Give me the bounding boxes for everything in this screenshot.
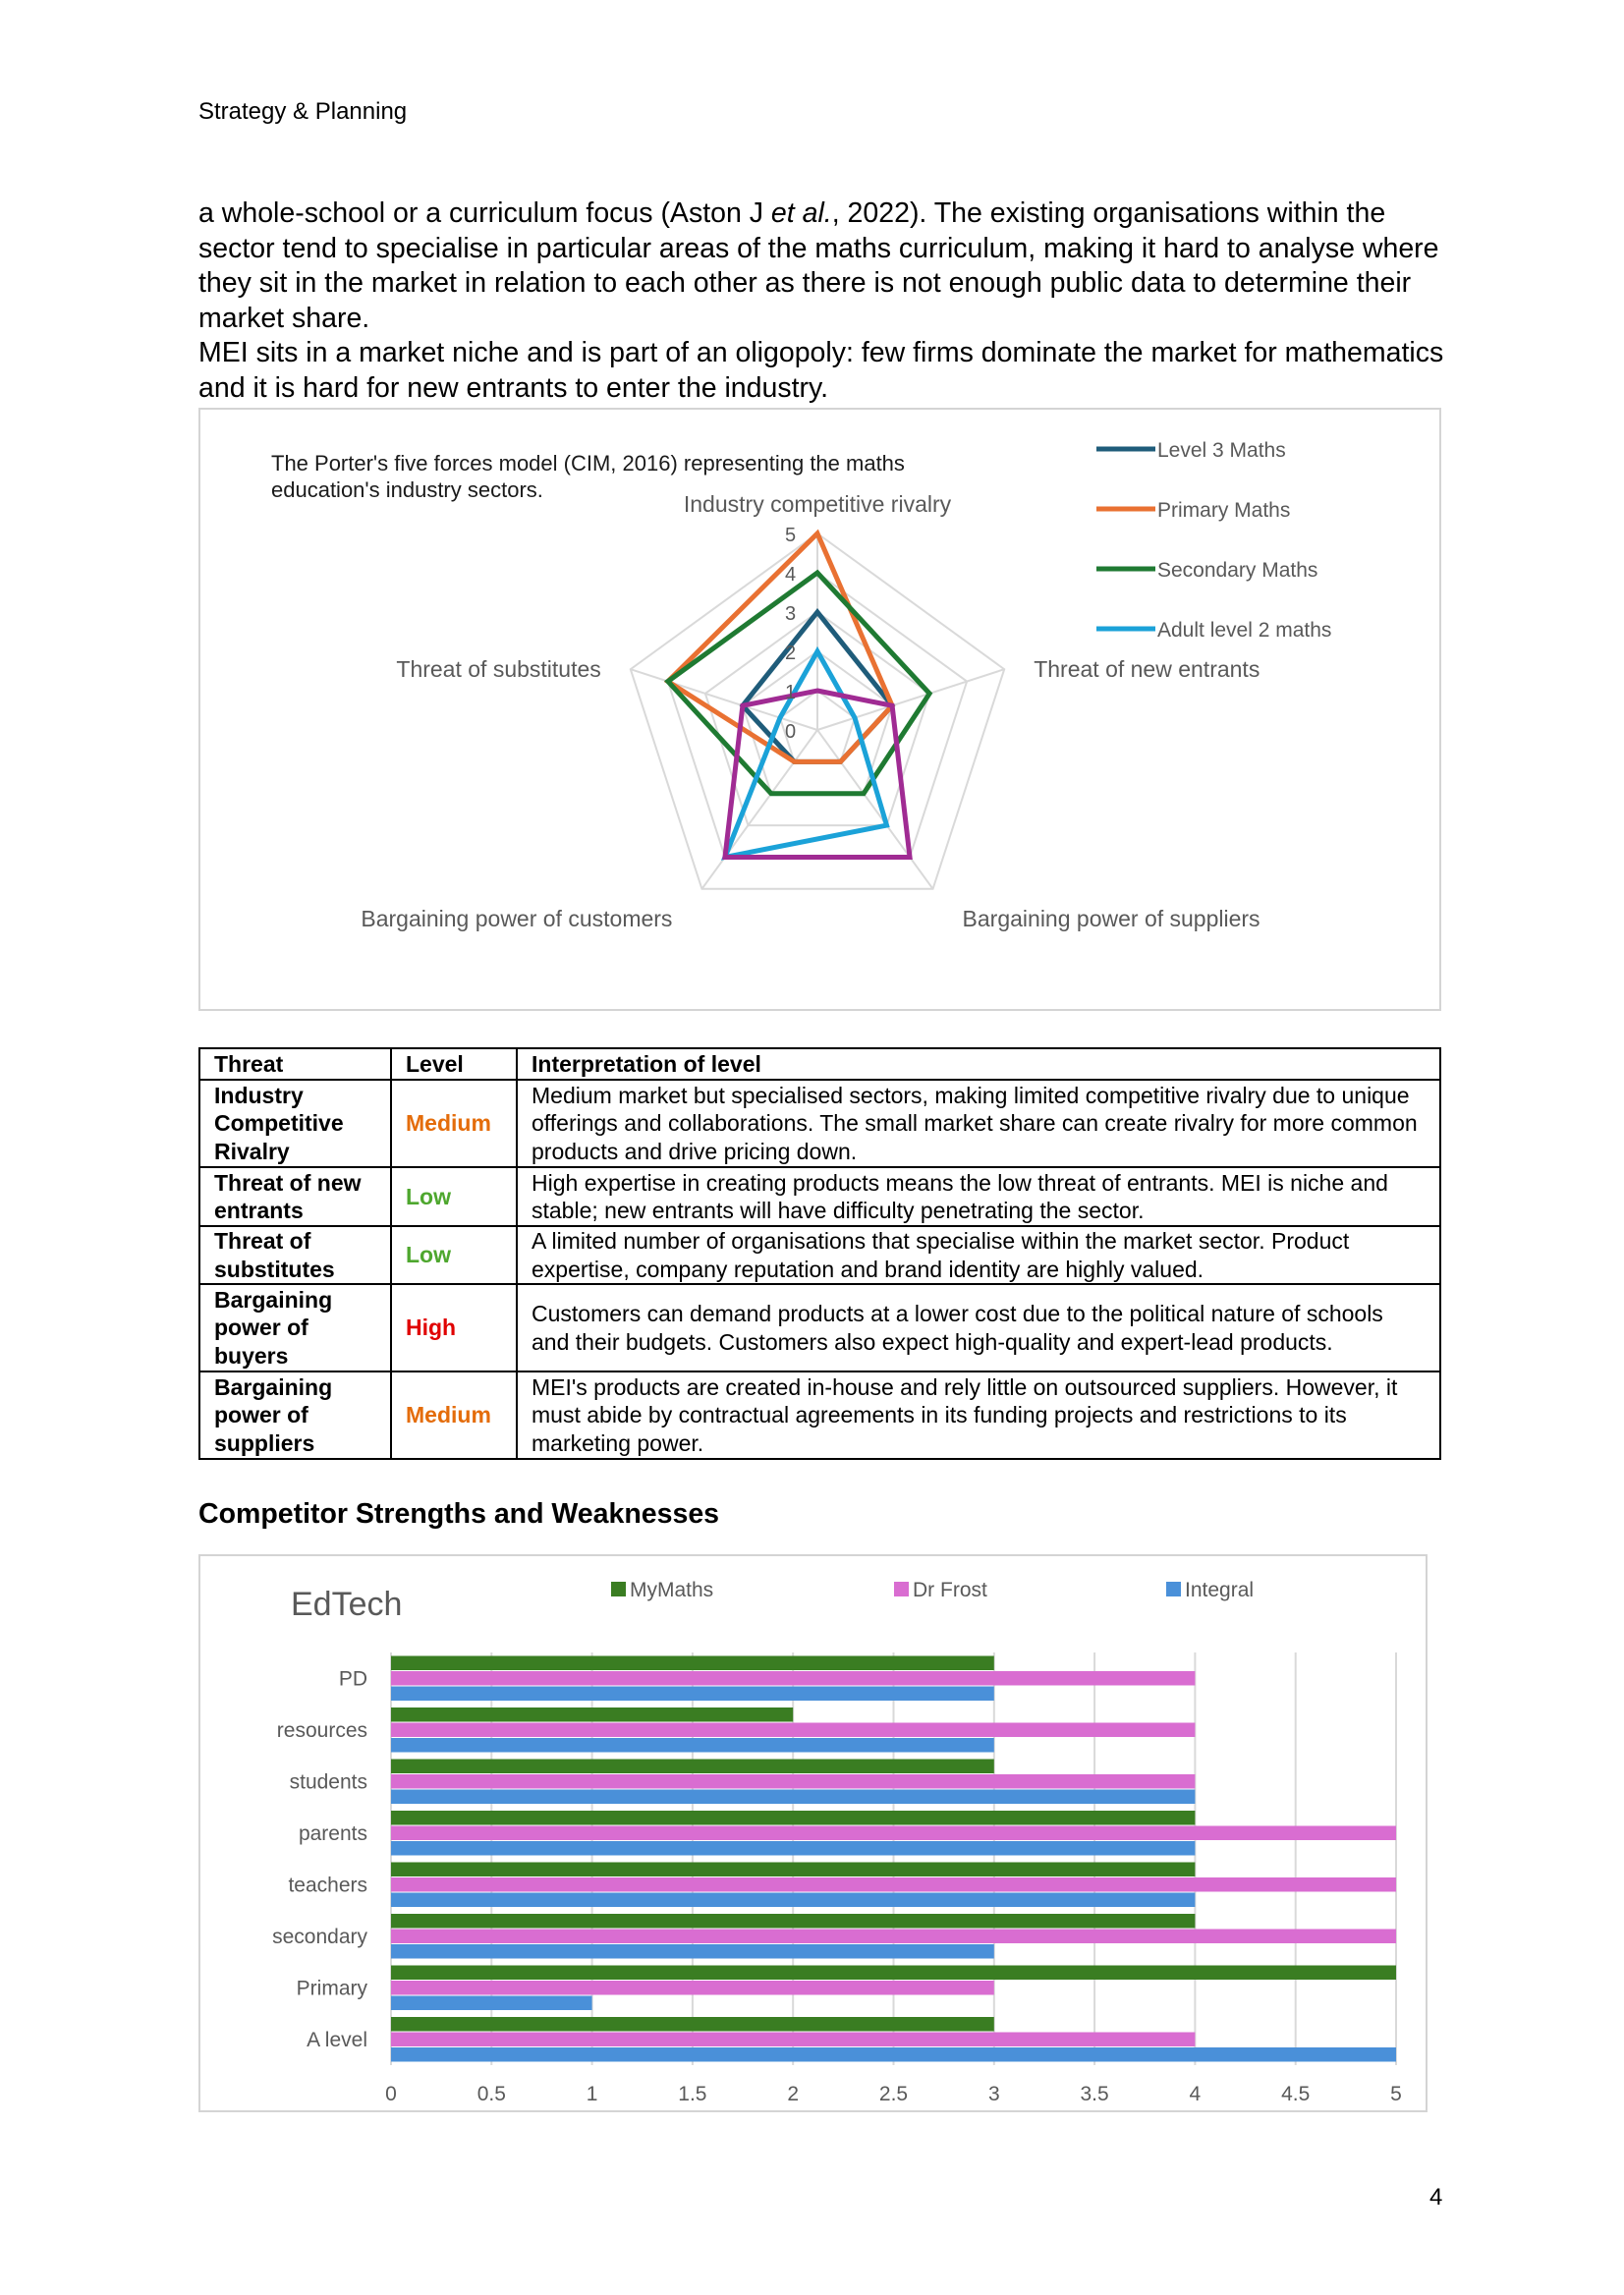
legend-label-integral: Integral: [1185, 1579, 1255, 1601]
radar-axis-label: Industry competitive rivalry: [683, 491, 952, 517]
radar-tick-label: 5: [785, 525, 797, 546]
bar-tick-label: 1: [586, 2083, 598, 2105]
bar-category-label: PD: [338, 1667, 367, 1691]
bar-integral-primary: [391, 1996, 592, 2011]
legend-label-level-3-maths: Level 3 Maths: [1157, 439, 1286, 462]
level-cell: Low: [391, 1167, 517, 1226]
para-text-a: a whole-school or a curriculum focus (Aston J: [198, 197, 771, 229]
interpretation-cell: Medium market but specialised sectors, making limited competitive rivalry due to unique offerings and collaborations. The small market share can create rivalry for more common products and drive pricing down.: [517, 1080, 1440, 1167]
bar-tick-label: 3.5: [1080, 2083, 1109, 2105]
radar-chart: [200, 410, 1439, 1009]
header-interpretation: Interpretation of level: [517, 1048, 1440, 1080]
bar-dr-frost-resources: [391, 1723, 1195, 1738]
level-cell: High: [391, 1284, 517, 1371]
radar-tick-label: 0: [785, 721, 797, 743]
bar-dr-frost-teachers: [391, 1877, 1396, 1892]
interpretation-cell: Customers can demand products at a lower cost due to the political nature of schools and their budgets. Customers also expect high-quality and expert-lead products.: [517, 1284, 1440, 1371]
bar-tick-label: 2: [787, 2083, 800, 2105]
bar-integral-secondary: [391, 1944, 994, 1959]
bar-mymaths-a-level: [391, 2017, 994, 2032]
bar-dr-frost-primary: [391, 1981, 994, 1995]
table-row: [199, 1371, 1440, 1459]
legend-label-secondary-maths: Secondary Maths: [1157, 559, 1318, 582]
table-row: [199, 1284, 1440, 1371]
radar-series-group: [668, 533, 929, 857]
interpretation-cell: High expertise in creating products means the low threat of entrants. MEI is niche and stable; new entrants will have difficulty penetrating the sector.: [517, 1167, 1440, 1226]
radar-axis-label: Bargaining power of suppliers: [962, 905, 1260, 931]
radar-axis-label: Threat of new entrants: [1034, 656, 1260, 683]
bar-chart-title: EdTech: [291, 1586, 403, 1623]
threat-cell: Bargaining power of suppliers: [199, 1371, 391, 1459]
radar-tick-label: 4: [785, 564, 797, 586]
bar-category-label: teachers: [288, 1874, 367, 1897]
body-paragraph: [198, 196, 1446, 406]
bar-tick-label: 4: [1189, 2083, 1202, 2105]
bar-mymaths-secondary: [391, 1914, 1195, 1929]
bar-category-label: resources: [276, 1718, 367, 1742]
legend-label-adult-level-2-maths: Adult level 2 maths: [1157, 619, 1332, 642]
header-threat: Threat: [199, 1048, 391, 1080]
level-cell: Low: [391, 1226, 517, 1284]
bar-mymaths-teachers: [391, 1863, 1195, 1877]
threat-table: [198, 1047, 1441, 1460]
bar-tick-label: 1.5: [678, 2083, 707, 2105]
table-row: [199, 1080, 1440, 1167]
legend-label-dr-frost: Dr Frost: [913, 1579, 987, 1601]
legend-swatch-dr-frost: [894, 1582, 909, 1596]
bar-chart: [200, 1556, 1426, 2110]
page-number: 4: [1429, 2184, 1443, 2211]
para-text-b: , 2022). The existing organisations within the sector tend to specialise in particular areas of the maths curriculum, making it hard to analyse where they sit in the market in relation to each other as there is not enough public data to determine their market share.: [198, 197, 1439, 334]
bar-tick-label: 3: [987, 2083, 1000, 2105]
bar-dr-frost-students: [391, 1774, 1195, 1789]
radar-axis-label: Bargaining power of customers: [361, 905, 673, 931]
section-title: Competitor Strengths and Weaknesses: [198, 1498, 720, 1530]
bar-mymaths-pd: [391, 1656, 994, 1671]
bar-dr-frost-a-level: [391, 2033, 1195, 2047]
radar-tick-label: 1: [785, 682, 797, 703]
paragraph-line-1: [198, 196, 1446, 336]
radar-spoke: [817, 730, 933, 889]
radar-chart-frame: [198, 408, 1441, 1011]
legend-label-primary-maths: Primary Maths: [1157, 499, 1291, 522]
bar-integral-teachers: [391, 1893, 1195, 1908]
bar-category-label: students: [289, 1770, 367, 1794]
radar-grid: [631, 533, 1004, 889]
table-row: [199, 1226, 1440, 1284]
header-level: Level: [391, 1048, 517, 1080]
bar-integral-parents: [391, 1841, 1195, 1856]
bar-mymaths-resources: [391, 1707, 793, 1722]
radar-tick-label: 3: [785, 603, 797, 625]
bar-tick-label: 5: [1390, 2083, 1402, 2105]
radar-caption-line-1: The Porter's five forces model (CIM, 2016) representing the maths: [271, 451, 905, 476]
bar-integral-pd: [391, 1687, 994, 1702]
bar-category-label: A level: [307, 2028, 367, 2051]
table-row: [199, 1167, 1440, 1226]
bar-mymaths-parents: [391, 1811, 1195, 1825]
radar-legend: [1096, 439, 1331, 642]
page-header: Strategy & Planning: [198, 98, 408, 125]
bar-tick-label: 4.5: [1281, 2083, 1311, 2105]
bar-mymaths-students: [391, 1760, 994, 1774]
bar-tick-label: 2.5: [878, 2083, 909, 2105]
bar-integral-resources: [391, 1738, 994, 1753]
radar-spoke: [701, 730, 817, 889]
threat-cell: Threat of substitutes: [199, 1226, 391, 1284]
radar-caption-line-2: education's industry sectors.: [271, 477, 543, 502]
interpretation-cell: A limited number of organisations that specialise within the market sector. Product expertise, company reputation and brand identity are highly valued.: [517, 1226, 1440, 1284]
threat-cell: Industry Competitive Rivalry: [199, 1080, 391, 1167]
threat-table-header-row: [199, 1048, 1440, 1080]
level-cell: Medium: [391, 1371, 517, 1459]
bar-dr-frost-secondary: [391, 1930, 1396, 1944]
legend-label-mymaths: MyMaths: [630, 1579, 714, 1601]
radar-axis-label: Threat of substitutes: [396, 656, 601, 683]
bar-integral-students: [391, 1790, 1195, 1805]
bar-category-label: parents: [298, 1821, 367, 1845]
radar-tick-label: 2: [785, 643, 797, 664]
bar-legend: [611, 1579, 1254, 1601]
level-cell: Medium: [391, 1080, 517, 1167]
bar-category-label: secondary: [272, 1925, 367, 1948]
threat-cell: Threat of new entrants: [199, 1167, 391, 1226]
bar-tick-label: 0: [385, 2083, 397, 2105]
bar-dr-frost-pd: [391, 1671, 1195, 1686]
paragraph-line-2: MEI sits in a market niche and is part of an oligopoly: few firms dominate the market for mathematics and it is hard for new entrants to enter the industry.: [198, 337, 1444, 404]
interpretation-cell: MEI's products are created in-house and rely little on outsourced suppliers. However, it must abide by contractual agreements in its funding projects and restrictions to its marketing power.: [517, 1371, 1440, 1459]
bar-integral-a-level: [391, 2047, 1396, 2062]
bar-dr-frost-parents: [391, 1826, 1396, 1841]
threat-cell: Bargaining power of buyers: [199, 1284, 391, 1371]
para-text-italic: et al.: [770, 197, 832, 229]
bar-category-label: Primary: [296, 1977, 367, 2000]
radar-axis-labels: [361, 491, 1260, 931]
bar-chart-frame: [198, 1554, 1428, 2112]
legend-swatch-mymaths: [611, 1582, 626, 1596]
legend-swatch-integral: [1166, 1582, 1181, 1596]
bar-tick-label: 0.5: [476, 2083, 506, 2105]
bar-mymaths-primary: [391, 1966, 1396, 1981]
